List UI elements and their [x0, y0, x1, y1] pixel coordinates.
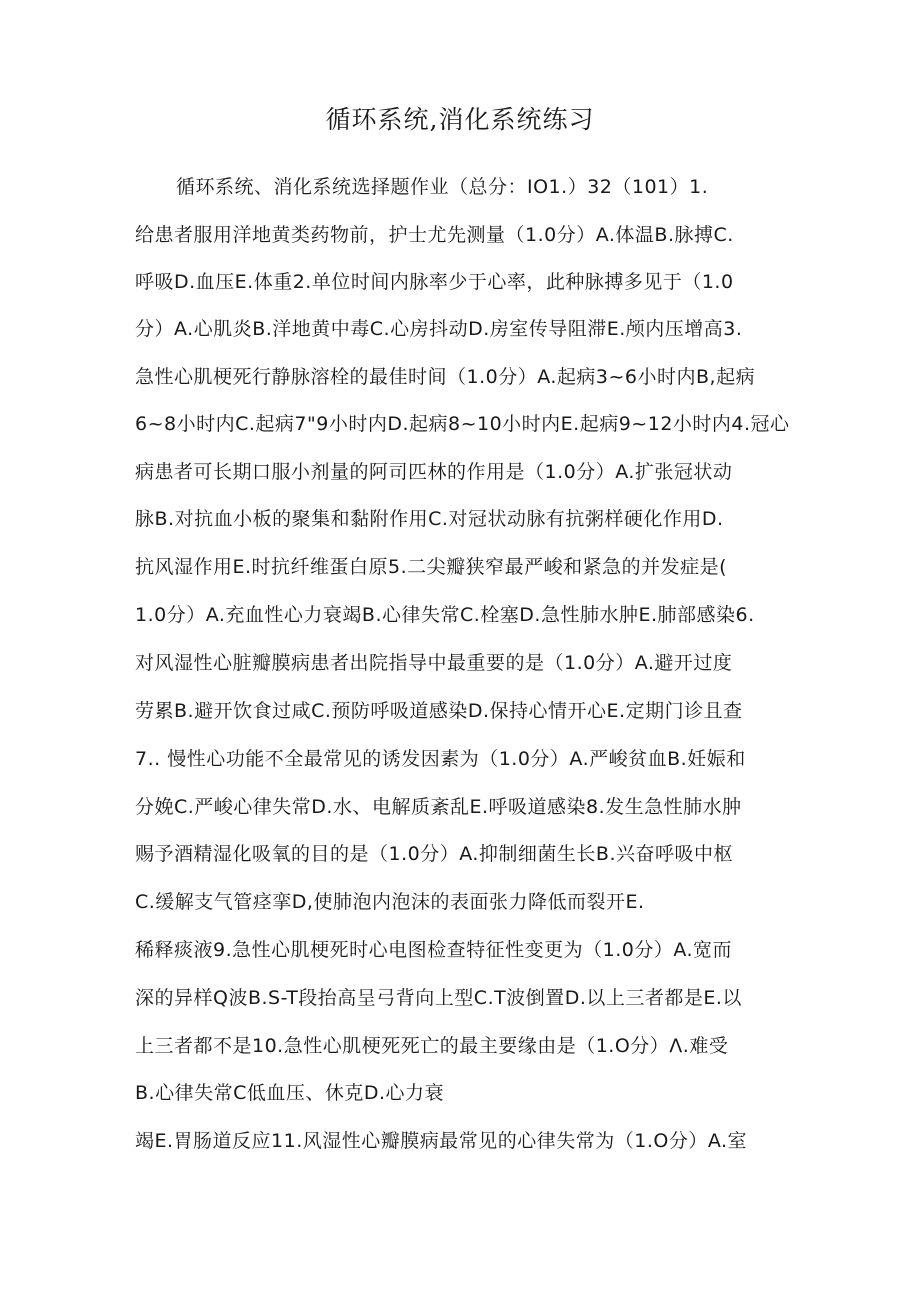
body-line: 脉B.对抗血小板的聚集和黏附作用C.对冠状动脉有抗粥样硬化作用D.	[135, 508, 724, 530]
body-line: 6~8小时内C.起病7"9小时内D.起病8~10小时内E.起病9~12小时内4.冠心	[135, 413, 790, 435]
body-line: C.缓解支气管痉挛D,使肺泡内泡沫的表面张力降低而裂开E.	[135, 891, 645, 913]
document-title: 循环系统,消化系统练习	[325, 105, 595, 134]
body-line: 急性心肌梗死行静脉溶栓的最佳时间（1.0分）A.起病3~6小时内B,起病	[135, 366, 756, 388]
body-line: 劳累B.避开饮食过咸C.预防呼吸道感染D.保持心情开心E.定期门诊且查	[135, 700, 743, 722]
body-line: 给患者服用洋地黄类药物前，护士尤先测量（1.0分）A.体温B.脉搏C.	[135, 224, 734, 246]
body-line: 分）A.心肌炎B.洋地黄中毒C.心房抖动D.房室传导阻滞E.颅内压增高3.	[135, 318, 743, 340]
body-line: 深的异样Q波B.S-T段抬高呈弓背向上型C.T波倒置D.以上三者都是E.以	[135, 987, 742, 1009]
body-line: 7.. 慢性心功能不全最常见的诱发因素为（1.0分）A.严峻贫血B.妊娠和	[135, 748, 746, 770]
body-line: 呼吸D.血压E.体重2.单位时间内脉率少于心率，此种脉搏多见于（1.0	[135, 271, 734, 293]
body-line: B.心律失常C低血压、休克D.心力衰	[135, 1082, 445, 1104]
body-line: 抗风湿作用E.时抗纤维蛋白原5.二尖瓣狭窄最严峻和紧急的并发症是(	[135, 556, 728, 578]
body-line: 分娩C.严峻心律失常D.水、电解质紊乱E.呼吸道感染8.发生急性肺水肿	[135, 796, 742, 818]
body-line: 赐予酒精湿化吸氧的目的是（1.0分）A.抑制细菌生长B.兴奋呼吸中枢	[135, 843, 733, 865]
body-line: 上三者都不是10.急性心肌梗死死亡的最主要缘由是（1.O分）Λ.难受	[135, 1035, 729, 1057]
body-line: 1.0分）A.充血性心力衰竭B.心律失常C.栓塞D.急性肺水肿E.肺部感染6.	[135, 604, 755, 626]
body-line: 循环系统、消化系统选择题作业（总分：IO1.）32（101）1.	[176, 176, 709, 198]
body-line: 竭E.胃肠道反应11.风湿性心瓣膜病最常见的心律失常为（1.O分）A.室	[135, 1130, 748, 1152]
body-line: 稀释痰液9.急性心肌梗死时心电图检查特征性变更为（1.0分）A.宽而	[135, 939, 733, 961]
body-line: 病患者可长期口服小剂量的阿司匹林的作用是（1.0分）A.扩张冠状动	[135, 461, 733, 483]
body-line: 对风湿性心脏瓣膜病患者出院指导中最重要的是（1.0分）A.避开过度	[135, 652, 733, 674]
